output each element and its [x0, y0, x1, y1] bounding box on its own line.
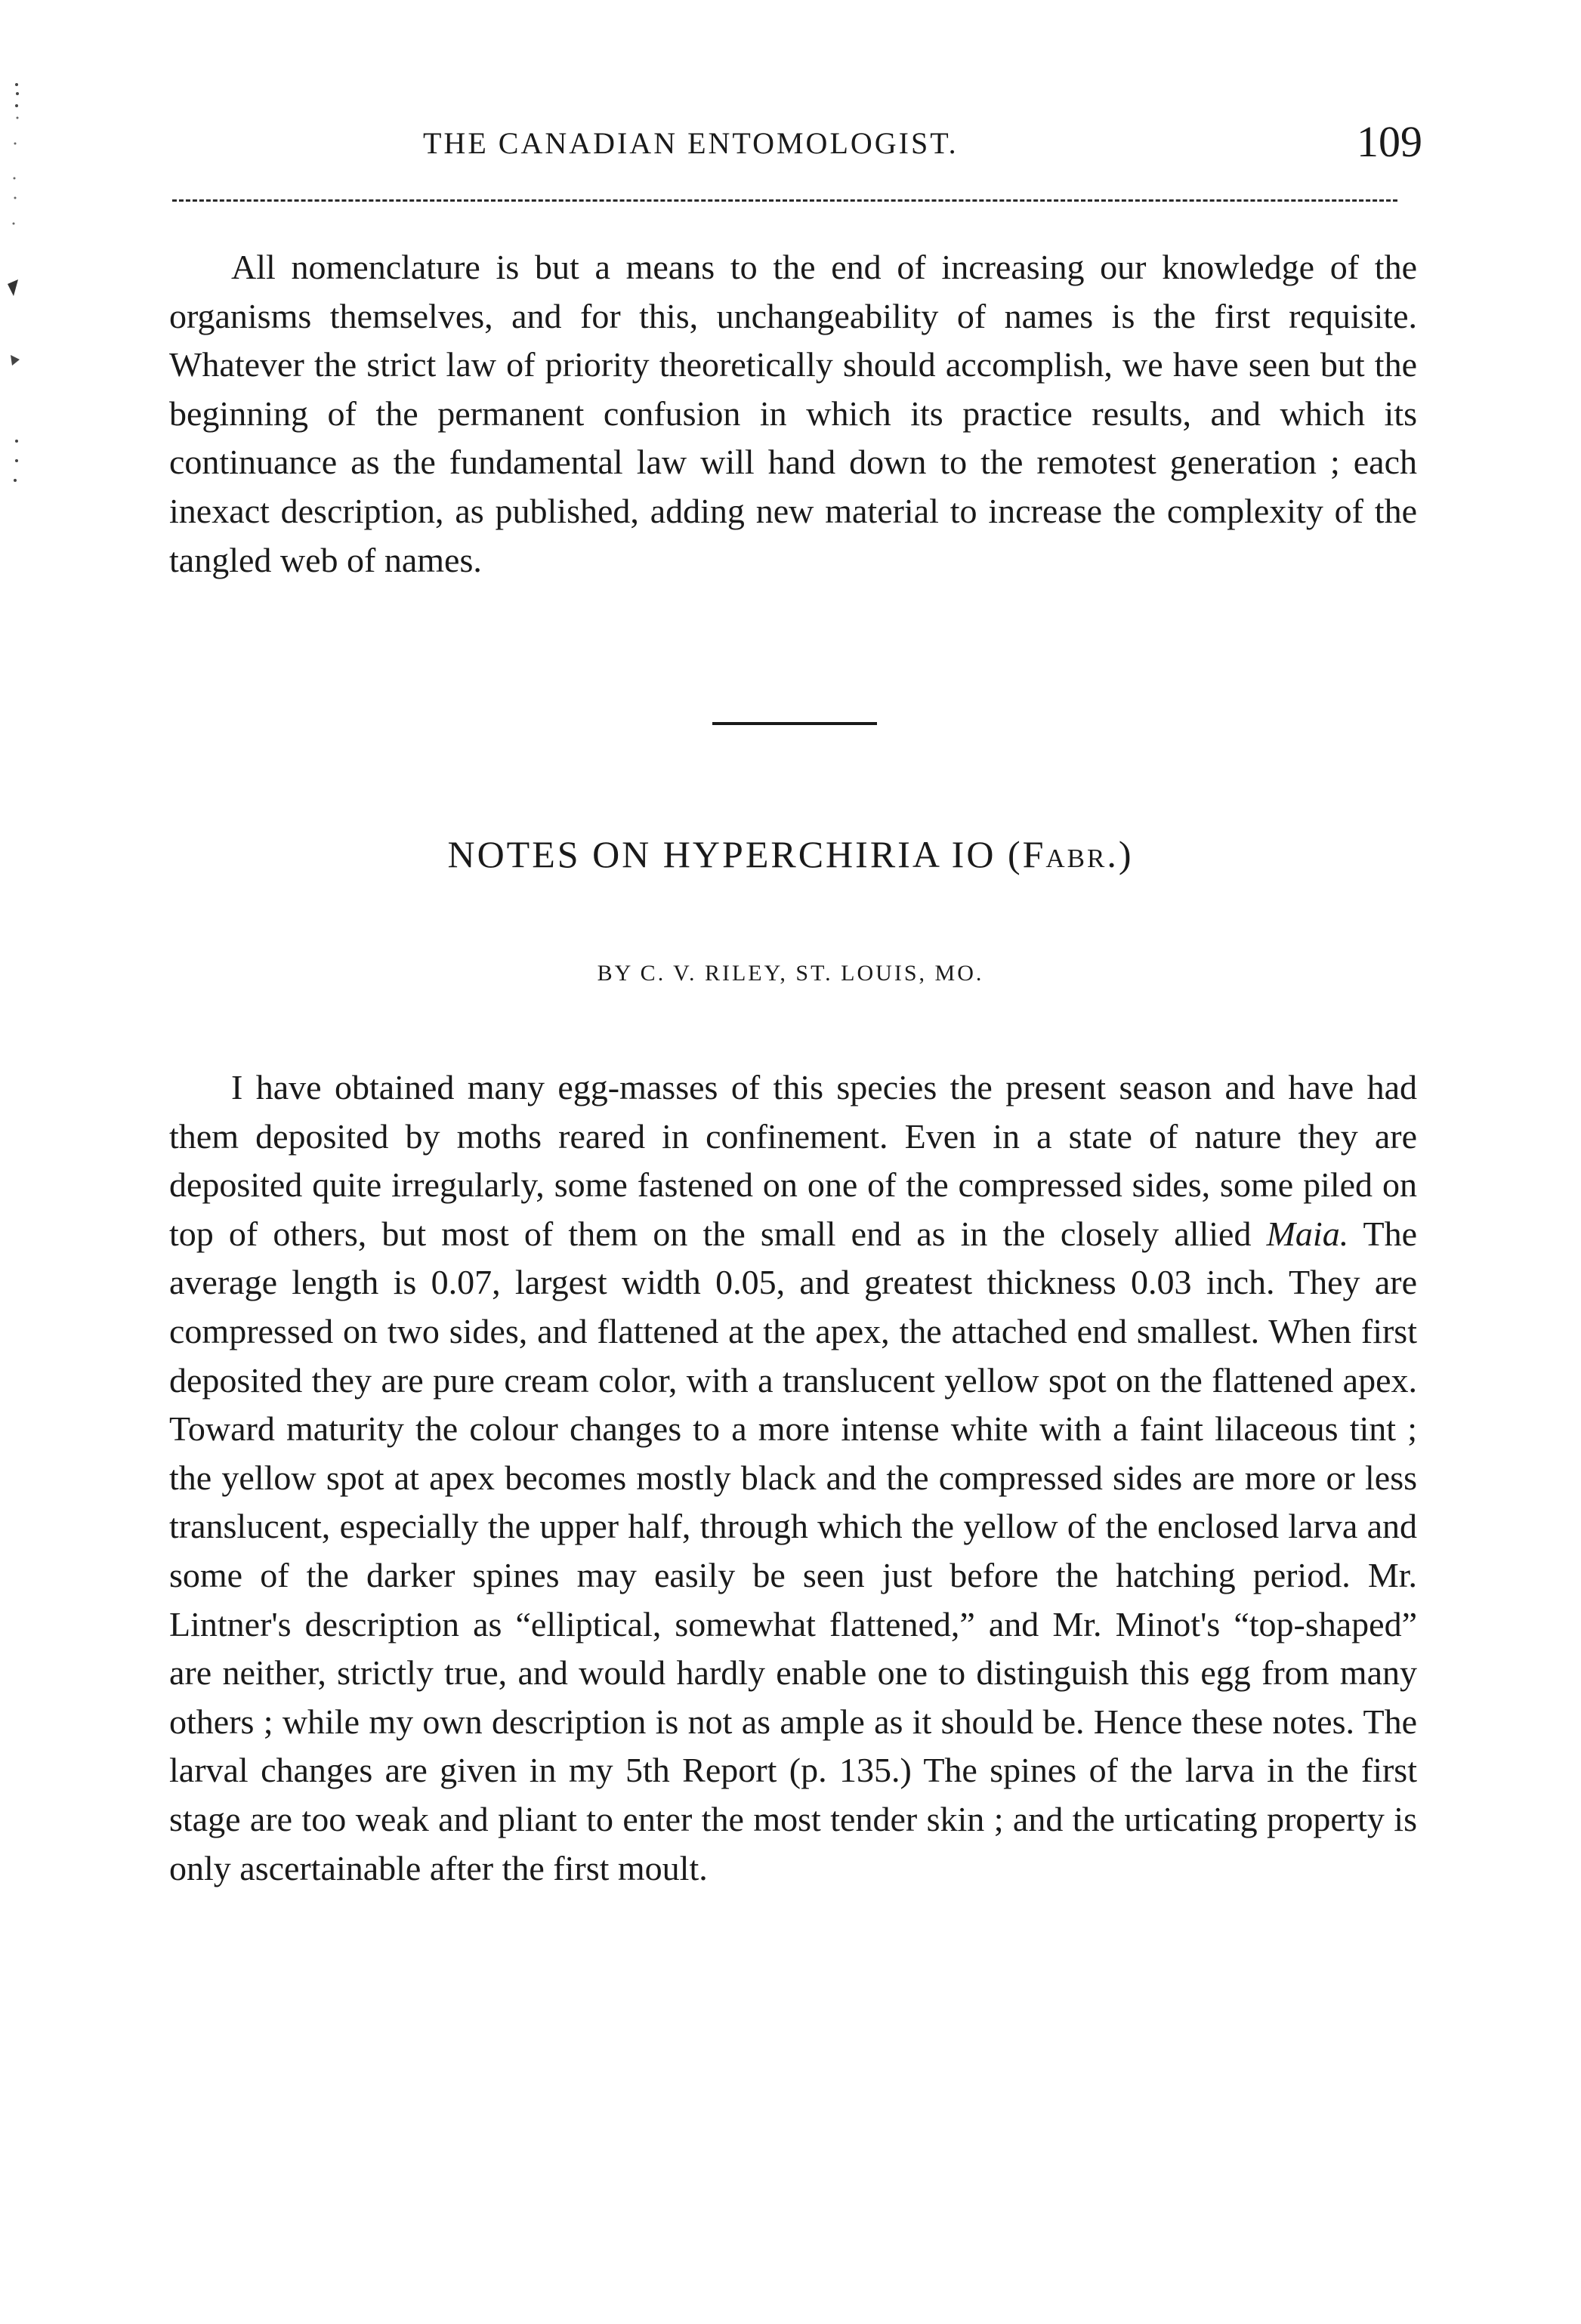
article-byline: BY C. V. RILEY, ST. LOUIS, MO.: [597, 961, 984, 986]
margin-specks: [0, 0, 45, 529]
article-title: [0, 832, 1581, 876]
article-body: [169, 1063, 1417, 1893]
title-paren-open: (: [1007, 833, 1023, 875]
species-name-italic: Maia.: [1266, 1214, 1349, 1253]
title-paren-close: ): [1118, 833, 1134, 875]
page-number: 109: [1357, 117, 1422, 166]
article-title-abbrev: Fabr.: [1022, 833, 1119, 875]
running-head: THE CANADIAN ENTOMOLOGIST.: [423, 126, 959, 160]
article-title-main: NOTES ON HYPERCHIRIA IO: [447, 833, 996, 875]
body-text-part-2: The average length is 0.07, largest width 0.05, and greatest thickness 0.03 inch. They are compressed on two sides, and flattened at the apex, the attached end smallest. When first deposited they are pure cream color, with a translucent yellow spot on the flattened apex. Toward maturity the colour changes to a more intense white with a faint lilaceous tint ; the yellow spot at apex becomes mostly black and the compressed sides are more or less translucent, especially the upper half, through which the yellow of the enclosed larva and some of the darker spines may easily be seen just before the hatching period. Mr. Lintner's description as “elliptical, somewhat flattened,” and Mr. Minot's “top-shaped” are neither, strictly true, and would hardly enable one to distinguish this egg from many others ; while my own description is not as ample as it should be. Hence these notes. The larval changes are given in my 5th Report (p. 135.) The spines of the larva in the first stage are too weak and pliant to enter the most tender skin ; and the urticating property is only ascertainable after the first moult.: [169, 1214, 1418, 1887]
header-rule: [172, 199, 1397, 202]
paragraph-nomenclature: All nomenclature is but a means to the end of increasing our knowledge of the organisms themselves, and for this, unchangeability of names is the first requisite. Whatever the strict law of priority theoretically should accomplish, we have seen but the beginning of the permanent confusion in which its practice results, and which its continuance as the fundamental law will hand down to the remotest generation ; each inexact description, as published, adding new material to increase the complexity of the tangled web of names.: [169, 248, 1417, 579]
body-text-part-1: I have obtained many egg-masses of this species the present season and have had them deposited by moths reared in confinement. Even in a state of nature they are deposited quite irregularly, some fastened on one of the compressed sides, some piled on top of others, but most of them on the small end as in the closely allied: [169, 1068, 1417, 1253]
section-divider: [712, 722, 877, 725]
